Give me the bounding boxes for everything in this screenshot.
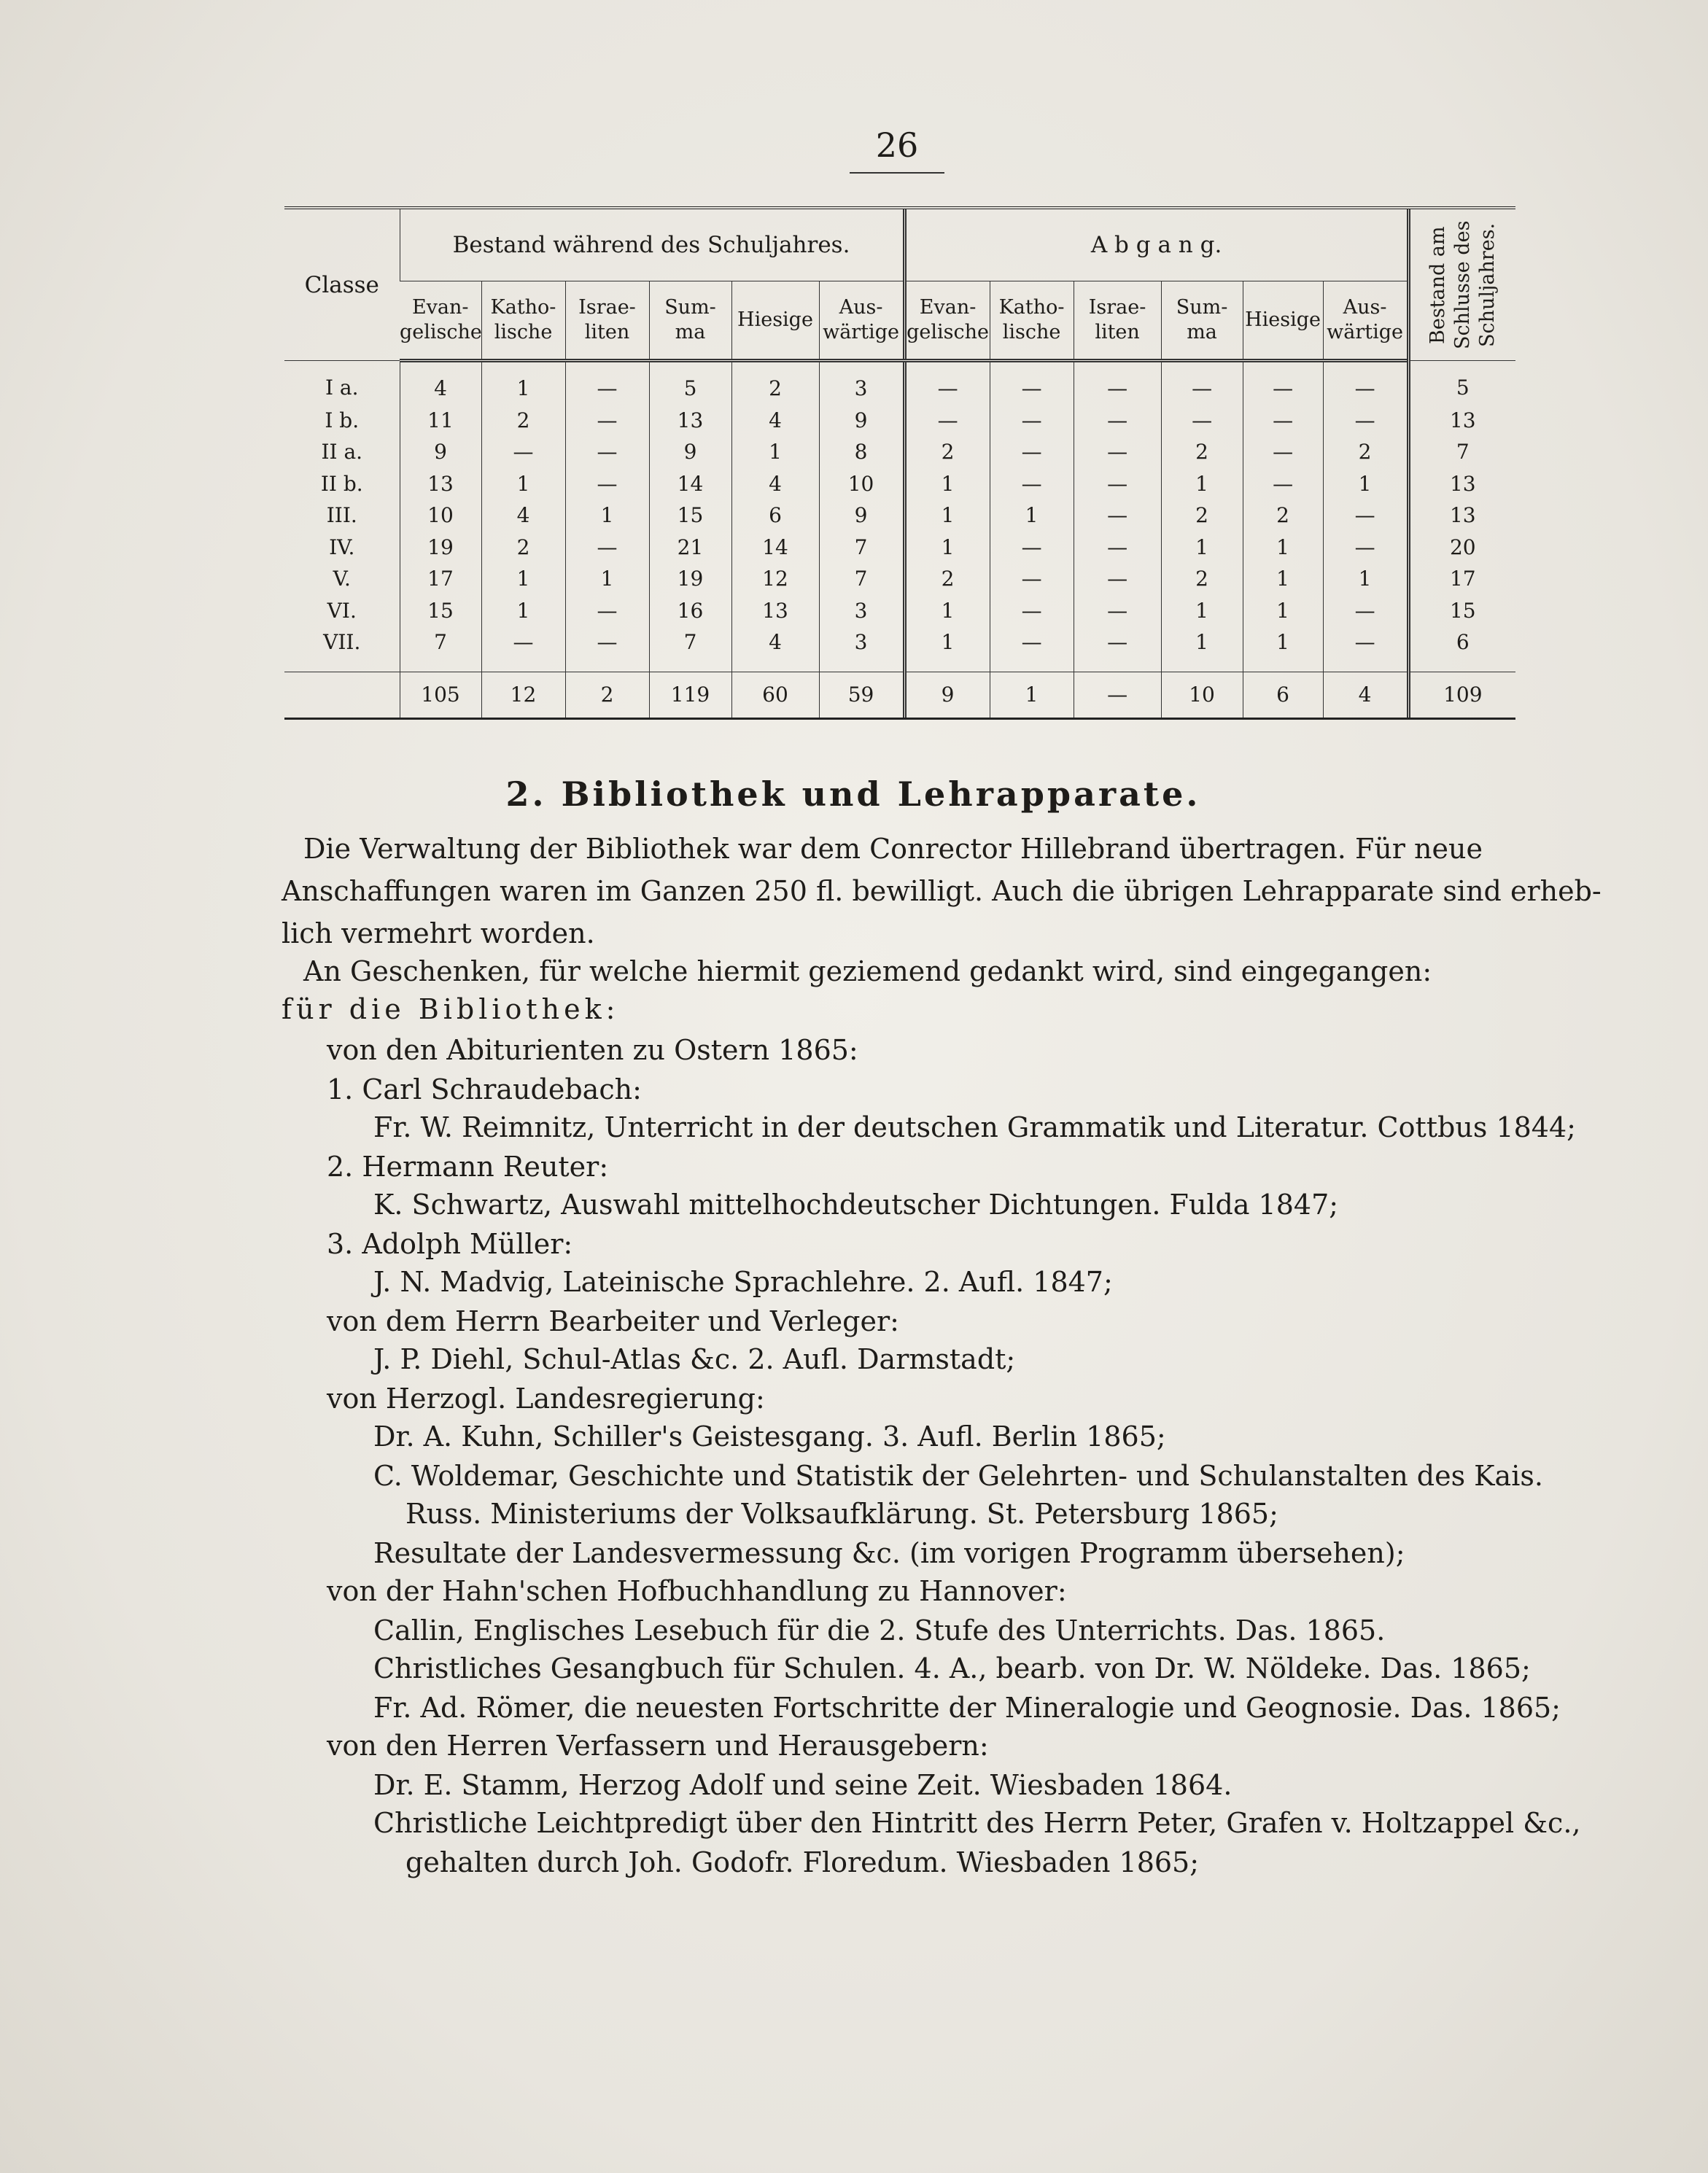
column-header: Evan- gelische — [400, 281, 481, 361]
table-cell: — — [990, 468, 1074, 500]
text-line: J. N. Madvig, Lateinische Sprachlehre. 2. Aufl. 1847; — [373, 1266, 1113, 1298]
table-cell: — — [565, 595, 649, 627]
text-line: von dem Herrn Bearbeiter und Verleger: — [327, 1305, 899, 1337]
table-cell: — — [481, 626, 565, 672]
table-cell: — — [990, 405, 1074, 437]
total-cell: — — [1074, 672, 1161, 718]
table-cell: 1 — [990, 499, 1074, 532]
table-cell: 1 — [904, 468, 990, 500]
sub-header-row — [284, 281, 1515, 361]
table-cell: — — [990, 361, 1074, 405]
table-cell: — — [565, 405, 649, 437]
statistics-table — [284, 206, 1515, 720]
table-cell: — — [1323, 405, 1408, 437]
text-line: lich vermehrt worden. — [282, 917, 595, 949]
table-cell: 15 — [649, 499, 731, 532]
table-cell: — — [1074, 595, 1161, 627]
column-header: Israe- liten — [1074, 281, 1161, 361]
table-cell: 1 — [1243, 626, 1323, 672]
totals-row — [284, 672, 1515, 718]
table-cell: 10 — [819, 468, 904, 500]
column-header: Aus- wärtige — [819, 281, 904, 361]
table-cell: — — [565, 468, 649, 500]
table-cell: 1 — [1161, 626, 1243, 672]
column-header: Katho- lische — [990, 281, 1074, 361]
table-cell: 9 — [819, 499, 904, 532]
table-cell: 9 — [649, 436, 731, 468]
table-cell: 9 — [400, 436, 481, 468]
table-cell: 5 — [1408, 361, 1515, 405]
table-cell: — — [1074, 626, 1161, 672]
table-cell: 2 — [1161, 499, 1243, 532]
totals-label-cell — [284, 672, 400, 718]
table-cell: 2 — [904, 436, 990, 468]
total-cell: 12 — [481, 672, 565, 718]
table-cell: — — [1161, 361, 1243, 405]
table-cell: 1 — [481, 468, 565, 500]
table-cell: 1 — [1243, 595, 1323, 627]
table-cell: 3 — [819, 626, 904, 672]
table-cell: 1 — [1161, 532, 1243, 564]
table-cell: 4 — [731, 468, 819, 500]
class-cell: I a. — [325, 376, 359, 400]
total-cell: 109 — [1408, 672, 1515, 718]
total-cell: 10 — [1161, 672, 1243, 718]
column-header: Israe- liten — [565, 281, 649, 361]
table-cell: 4 — [731, 405, 819, 437]
table-cell: 4 — [400, 361, 481, 405]
table-cell: 11 — [400, 405, 481, 437]
table-cell: — — [1243, 405, 1323, 437]
table-cell: — — [904, 405, 990, 437]
table-cell: 15 — [400, 595, 481, 627]
text-line: für die Bibliothek: — [282, 993, 620, 1025]
table-cell: 3 — [819, 595, 904, 627]
table-row — [284, 626, 1515, 672]
table-cell: 1 — [481, 563, 565, 595]
class-cell: I b. — [325, 408, 360, 432]
table-cell: — — [1161, 405, 1243, 437]
total-cell: 60 — [731, 672, 819, 718]
class-cell: II a. — [321, 440, 363, 464]
table-cell: — — [990, 626, 1074, 672]
total-cell: 6 — [1243, 672, 1323, 718]
table-cell: 14 — [731, 532, 819, 564]
section-title: 2. Bibliothek und Lehrapparate. — [505, 774, 1201, 814]
table-cell: — — [565, 532, 649, 564]
table-cell: 17 — [1408, 563, 1515, 595]
text-line: Dr. E. Stamm, Herzog Adolf und seine Zeit. Wiesbaden 1864. — [373, 1769, 1233, 1801]
table-cell: 1 — [565, 499, 649, 532]
column-header: Evan- gelische — [904, 281, 990, 361]
column-header: Sum- ma — [1161, 281, 1243, 361]
table-cell: 1 — [1243, 563, 1323, 595]
text-line: Fr. W. Reimnitz, Unterricht in der deutschen Grammatik und Literatur. Cottbus 1844; — [373, 1111, 1576, 1143]
table-cell: 15 — [1408, 595, 1515, 627]
table-row — [284, 499, 1515, 532]
table-cell: — — [990, 436, 1074, 468]
table-cell: 7 — [649, 626, 731, 672]
column-header: Hiesige — [731, 281, 819, 361]
class-cell: VII. — [323, 630, 361, 655]
class-cell: VI. — [327, 598, 357, 623]
table-cell: 1 — [481, 595, 565, 627]
table-row — [284, 595, 1515, 627]
total-cell: 59 — [819, 672, 904, 718]
text-line: von den Herren Verfassern und Herausgebern: — [327, 1730, 989, 1762]
table-cell: 7 — [819, 532, 904, 564]
abgang-group-header: A b g a n g. — [904, 209, 1408, 281]
page-number-rule — [850, 172, 944, 174]
table-cell: — — [904, 361, 990, 405]
table-cell: 5 — [649, 361, 731, 405]
table-cell: — — [1323, 626, 1408, 672]
table-cell: 1 — [731, 436, 819, 468]
table-cell: 4 — [481, 499, 565, 532]
table-cell: 7 — [819, 563, 904, 595]
class-cell: III. — [326, 503, 357, 528]
text-line: gehalten durch Joh. Godofr. Floredum. Wiesbaden 1865; — [405, 1846, 1200, 1878]
table-cell: 7 — [1408, 436, 1515, 468]
table-cell: 1 — [904, 595, 990, 627]
total-cell: 9 — [904, 672, 990, 718]
table-cell: 13 — [1408, 499, 1515, 532]
text-line: 1. Carl Schraudebach: — [327, 1073, 642, 1105]
table-cell: — — [1074, 563, 1161, 595]
table-cell: — — [1074, 436, 1161, 468]
table-cell: — — [481, 436, 565, 468]
total-cell: 105 — [400, 672, 481, 718]
table-cell: 21 — [649, 532, 731, 564]
table-cell: 1 — [1161, 595, 1243, 627]
table-cell: 3 — [819, 361, 904, 405]
table-cell: — — [1323, 499, 1408, 532]
table-cell: 4 — [731, 626, 819, 672]
table-cell: 9 — [819, 405, 904, 437]
table-cell: 19 — [400, 532, 481, 564]
table-cell: 12 — [731, 563, 819, 595]
total-cell: 4 — [1323, 672, 1408, 718]
table-cell: 1 — [904, 499, 990, 532]
table-row — [284, 563, 1515, 595]
table-row — [284, 436, 1515, 468]
table-cell: — — [990, 595, 1074, 627]
table-cell: 2 — [731, 361, 819, 405]
table-row — [284, 405, 1515, 437]
table-cell: 1 — [904, 626, 990, 672]
page-number: 26 — [875, 125, 919, 165]
table-cell: 2 — [481, 532, 565, 564]
table-cell: 19 — [649, 563, 731, 595]
table-cell: — — [1243, 468, 1323, 500]
table-cell: 13 — [649, 405, 731, 437]
table-cell: — — [1323, 532, 1408, 564]
table-cell: 13 — [1408, 405, 1515, 437]
table-cell: — — [1243, 436, 1323, 468]
table-cell: 6 — [731, 499, 819, 532]
table-cell: — — [1323, 361, 1408, 405]
table-cell: 13 — [1408, 468, 1515, 500]
table-cell: 14 — [649, 468, 731, 500]
text-line: Dr. A. Kuhn, Schiller's Geistesgang. 3. Aufl. Berlin 1865; — [373, 1420, 1166, 1453]
table-cell: 2 — [1323, 436, 1408, 468]
end-bestand-label: Bestand am Schlusse des Schuljahres. — [1426, 220, 1499, 349]
table-cell: 1 — [1161, 468, 1243, 500]
text-line: von der Hahn'schen Hofbuchhandlung zu Hannover: — [327, 1575, 1067, 1607]
table-cell: 10 — [400, 499, 481, 532]
text-line: Russ. Ministeriums der Volksaufklärung. St. Petersburg 1865; — [405, 1498, 1278, 1530]
table-cell: 13 — [731, 595, 819, 627]
column-header: Sum- ma — [649, 281, 731, 361]
table-cell: — — [1074, 499, 1161, 532]
table-cell: 2 — [1161, 436, 1243, 468]
class-cell: V. — [333, 567, 351, 591]
table-cell: 7 — [400, 626, 481, 672]
table-cell: 13 — [400, 468, 481, 500]
column-header: Aus- wärtige — [1323, 281, 1408, 361]
table-cell: 1 — [481, 361, 565, 405]
total-cell: 2 — [565, 672, 649, 718]
text-line: J. P. Diehl, Schul-Atlas &c. 2. Aufl. Darmstadt; — [373, 1343, 1016, 1375]
text-line: Callin, Englisches Lesebuch für die 2. Stufe des Unterrichts. Das. 1865. — [373, 1614, 1386, 1647]
table-row — [284, 532, 1515, 564]
text-line: Christliches Gesangbuch für Schulen. 4. A., bearb. von Dr. W. Nöldeke. Das. 1865; — [373, 1652, 1531, 1684]
table-cell: 2 — [1243, 499, 1323, 532]
table-cell: 17 — [400, 563, 481, 595]
text-line: Fr. Ad. Römer, die neuesten Fortschritte der Mineralogie und Geognosie. Das. 1865; — [373, 1692, 1561, 1724]
table-cell: — — [1323, 595, 1408, 627]
text-line: 2. Hermann Reuter: — [327, 1151, 609, 1183]
class-cell: IV. — [329, 534, 355, 559]
table-body — [284, 361, 1515, 672]
table-cell: 2 — [1161, 563, 1243, 595]
text-line: Resultate der Landesvermessung &c. (im vorigen Programm übersehen); — [373, 1537, 1405, 1569]
table-cell: — — [565, 361, 649, 405]
table-cell: 16 — [649, 595, 731, 627]
table-cell: — — [1074, 361, 1161, 405]
text-line: 3. Adolph Müller: — [327, 1228, 573, 1260]
table-cell: 1 — [1323, 563, 1408, 595]
bestand-group-header: Bestand während des Schuljahres. — [400, 209, 904, 281]
total-cell: 119 — [649, 672, 731, 718]
table-cell: — — [990, 563, 1074, 595]
table-cell: 1 — [565, 563, 649, 595]
column-header: Katho- lische — [481, 281, 565, 361]
text-line: von Herzogl. Landesregierung: — [327, 1383, 765, 1415]
table-cell: 1 — [1323, 468, 1408, 500]
total-cell: 1 — [990, 672, 1074, 718]
table-cell: — — [565, 436, 649, 468]
text-line: C. Woldemar, Geschichte und Statistik der Gelehrten- und Schulanstalten des Kais. — [373, 1460, 1543, 1492]
table-cell: — — [565, 626, 649, 672]
text-line: Christliche Leichtpredigt über den Hintritt des Herrn Peter, Grafen v. Holtzappel &c., — [373, 1807, 1581, 1839]
text-line: An Geschenken, für welche hiermit geziemend gedankt wird, sind eingegangen: — [303, 955, 1432, 987]
table-row — [284, 361, 1515, 405]
table-cell: 1 — [1243, 532, 1323, 564]
table-cell: — — [1074, 532, 1161, 564]
table-cell: 2 — [904, 563, 990, 595]
end-bestand-header — [1408, 209, 1515, 361]
table-cell: 20 — [1408, 532, 1515, 564]
class-cell: II b. — [320, 471, 363, 496]
text-line: K. Schwartz, Auswahl mittelhochdeutscher Dichtungen. Fulda 1847; — [373, 1189, 1339, 1221]
table-row — [284, 468, 1515, 500]
table-cell: 8 — [819, 436, 904, 468]
table-cell: — — [1074, 468, 1161, 500]
classe-header: Classe — [284, 209, 400, 361]
table-cell: — — [1074, 405, 1161, 437]
table-cell: 1 — [904, 532, 990, 564]
column-header: Hiesige — [1243, 281, 1323, 361]
table-cell: 6 — [1408, 626, 1515, 672]
text-line: Anschaffungen waren im Ganzen 250 fl. bewilligt. Auch die übrigen Lehrapparate sind erheb- — [282, 875, 1602, 907]
table-cell: 2 — [481, 405, 565, 437]
text-line: Die Verwaltung der Bibliothek war dem Conrector Hillebrand übertragen. Für neue — [303, 833, 1483, 865]
table-cell: — — [990, 532, 1074, 564]
text-line: von den Abiturienten zu Ostern 1865: — [327, 1034, 858, 1066]
table-cell: — — [1243, 361, 1323, 405]
